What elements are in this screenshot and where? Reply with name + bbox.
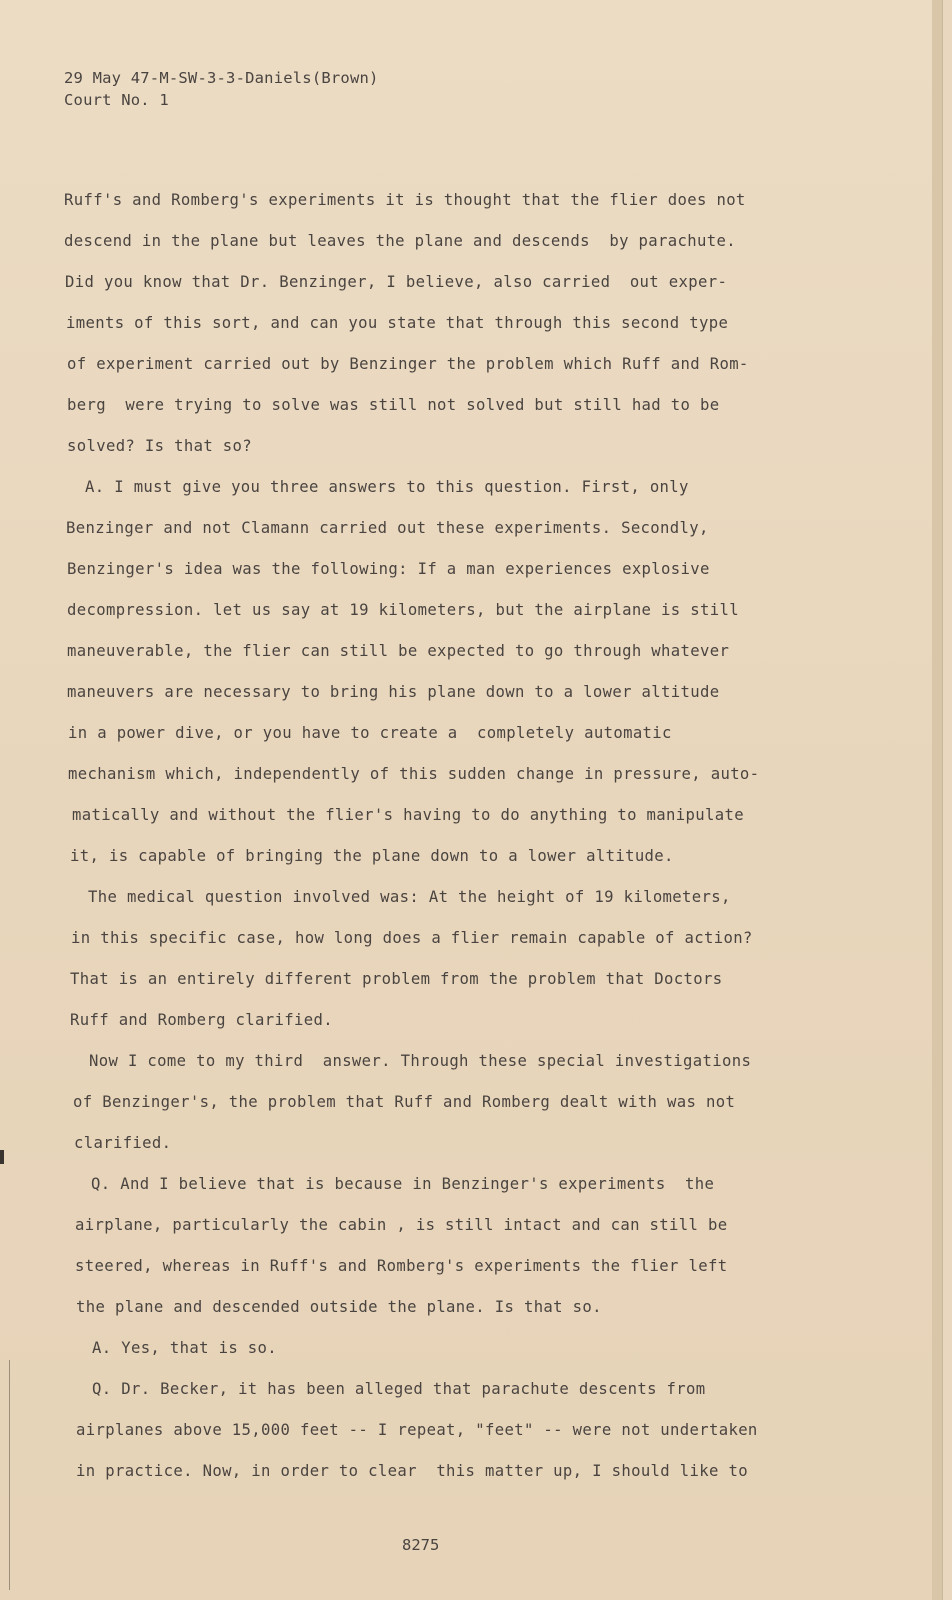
document-header bbox=[64, 67, 379, 111]
text-line: steered, whereas in Ruff's and Romberg's experiments the flier left bbox=[75, 1257, 728, 1275]
text-line: descend in the plane but leaves the plane and descends by parachute. bbox=[64, 232, 736, 250]
text-line: Benzinger and not Clamann carried out these experiments. Secondly, bbox=[66, 519, 709, 537]
text-line: mechanism which, independently of this sudden change in pressure, auto- bbox=[68, 765, 760, 783]
text-line: Now I come to my third answer. Through these special investigations bbox=[89, 1052, 752, 1070]
text-line: The medical question involved was: At the height of 19 kilometers, bbox=[88, 888, 731, 906]
text-line: matically and without the flier's having to do anything to manipulate bbox=[72, 806, 744, 824]
text-line: it, is capable of bringing the plane down to a lower altitude. bbox=[70, 847, 674, 865]
text-line: berg were trying to solve was still not solved but still had to be bbox=[67, 396, 720, 414]
text-line: decompression. let us say at 19 kilometers, but the airplane is still bbox=[67, 601, 739, 619]
page-edge bbox=[932, 0, 942, 1600]
text-line: Benzinger's idea was the following: If a man experiences explosive bbox=[67, 560, 710, 578]
text-line: in a power dive, or you have to create a completely automatic bbox=[68, 724, 672, 742]
text-line: airplanes above 15,000 feet -- I repeat, "feet" -- were not undertaken bbox=[76, 1421, 758, 1439]
text-line: maneuvers are necessary to bring his plane down to a lower altitude bbox=[67, 683, 720, 701]
text-line: of Benzinger's, the problem that Ruff and Romberg dealt with was not bbox=[73, 1093, 736, 1111]
text-line: iments of this sort, and can you state that through this second type bbox=[66, 314, 729, 332]
header-case-line: 29 May 47-M-SW-3-3-Daniels(Brown) bbox=[64, 69, 379, 87]
margin-mark bbox=[0, 1150, 4, 1164]
text-line: Did you know that Dr. Benzinger, I believe, also carried out exper- bbox=[65, 273, 728, 291]
page-number: 8275 bbox=[402, 1536, 440, 1554]
text-line: That is an entirely different problem from the problem that Doctors bbox=[70, 970, 723, 988]
text-line: in this specific case, how long does a flier remain capable of action? bbox=[71, 929, 753, 947]
text-line: of experiment carried out by Benzinger the problem which Ruff and Rom- bbox=[67, 355, 749, 373]
text-line: solved? Is that so? bbox=[67, 437, 253, 455]
text-line: Q. Dr. Becker, it has been alleged that parachute descents from bbox=[92, 1380, 706, 1398]
text-line: clarified. bbox=[74, 1134, 172, 1152]
margin-line bbox=[9, 1360, 10, 1590]
text-line: A. I must give you three answers to this question. First, only bbox=[85, 478, 689, 496]
text-line: Ruff and Romberg clarified. bbox=[70, 1011, 333, 1029]
text-line: airplane, particularly the cabin , is still intact and can still be bbox=[75, 1216, 728, 1234]
text-line: the plane and descended outside the plane. Is that so. bbox=[76, 1298, 602, 1316]
text-line: Ruff's and Romberg's experiments it is thought that the flier does not bbox=[64, 191, 746, 209]
text-line: maneuverable, the flier can still be expected to go through whatever bbox=[67, 642, 730, 660]
header-court-line: Court No. 1 bbox=[64, 91, 169, 109]
text-line: in practice. Now, in order to clear this matter up, I should like to bbox=[76, 1462, 748, 1480]
text-line: Q. And I believe that is because in Benzinger's experiments the bbox=[91, 1175, 715, 1193]
text-line: A. Yes, that is so. bbox=[92, 1339, 278, 1357]
